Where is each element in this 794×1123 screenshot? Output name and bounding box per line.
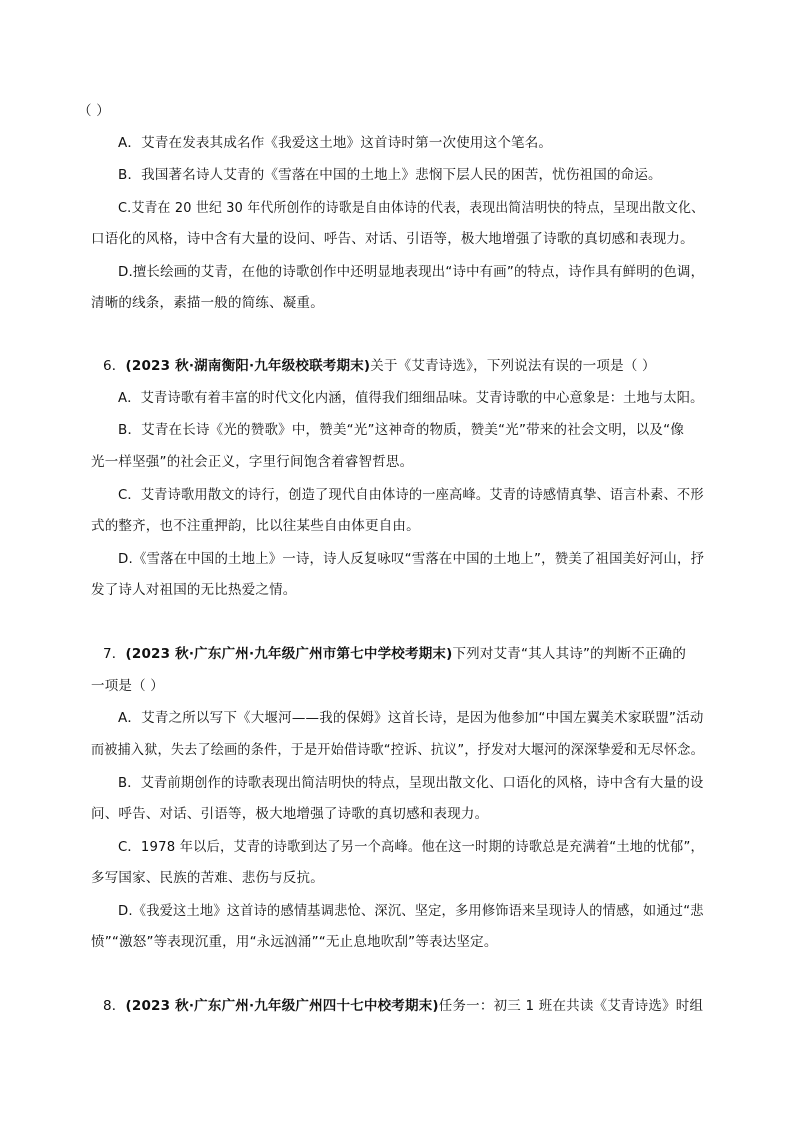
question-text: 任务一：初三 1 班在共读《艾青诗选》时组 (438, 998, 704, 1014)
option-a: A．艾青之所以写下《大堰河——我的保姆》这首长诗，是因为他参加“中国左翼美术家联盟”活动 (118, 710, 704, 726)
question-number: 8． (103, 998, 126, 1014)
question-text: 下列对艾青“其人其诗”的判断不正确的 (452, 646, 687, 662)
option-b: B．我国著名诗人艾青的《雪落在中国的土地上》悲悯下层人民的困苦，忧伤祖国的命运。 (118, 167, 662, 183)
option-c-cont: 多写国家、民族的苦难、悲伤与反抗。 (91, 870, 324, 886)
answer-paren: （ ） (78, 103, 110, 119)
option-c: C．1978 年以后，艾青的诗歌到达了另一个高峰。他在这一时期的诗歌总是充满着“土地的忧郁”， (118, 839, 704, 855)
question-number: 6． (103, 358, 126, 374)
option-b: B．艾青在长诗《光的赞歌》中，赞美“光”这神奇的物质，赞美“光”带来的社会文明，以及“像 (118, 422, 685, 438)
question-source: (2023 秋·湖南衡阳·九年级校联考期末) (125, 358, 371, 374)
option-c: C.艾青在 20 世纪 30 年代所创作的诗歌是自由体诗的代表，表现出简洁明快的特点，呈现出散文化、 (118, 200, 705, 216)
option-d-cont: 发了诗人对祖国的无比热爱之情。 (91, 582, 297, 598)
option-d-cont: 愤”“激怒”等表现沉重，用“永远汹涌”“无止息地吹刮”等表达坚定。 (91, 934, 498, 950)
option-a: A．艾青在发表其成名作《我爱这土地》这首诗时第一次使用这个笔名。 (118, 135, 553, 151)
option-d: D.擅长绘画的艾青，在他的诗歌创作中还明显地表现出“诗中有画”的特点，诗作具有鲜明的色调， (118, 264, 705, 280)
option-b-cont: 光一样坚强”的社会正义，字里行间饱含着睿智哲思。 (91, 454, 414, 470)
question-source: (2023 秋·广东广州·九年级广州市第七中学校考期末) (125, 646, 453, 662)
option-c-cont: 口语化的风格，诗中含有大量的设问、呼告、对话、引语等，极大地增强了诗歌的真切感和表现力。 (91, 231, 694, 247)
option-d: D.《雪落在中国的土地上》一诗，诗人反复咏叹“雪落在中国的土地上”，赞美了祖国美好河山，抒 (118, 551, 705, 567)
option-c: C．艾青诗歌用散文的诗行，创造了现代自由体诗的一座高峰。艾青的诗感情真挚、语言朴素、不形 (118, 487, 704, 503)
question-6-stem (103, 356, 656, 376)
question-text: 关于《艾青诗选》，下列说法有误的一项是（ ） (370, 358, 656, 374)
option-d: D.《我爱这土地》这首诗的感情基调悲怆、深沉、坚定，多用修饰语来呈现诗人的情感，如通过“悲 (118, 903, 704, 919)
question-number: 7． (103, 646, 126, 662)
option-b-cont: 问、呼告、对话、引语等，极大地增强了诗歌的真切感和表现力。 (91, 806, 489, 822)
option-c-cont: 式的整齐，也不注重押韵，比以往某些自由体更自由。 (91, 518, 420, 534)
option-a-cont: 而被捕入狱，失去了绘画的条件，于是开始借诗歌“控诉、抗议”，抒发对大堰河的深深挚爱和无尽怀念。 (91, 742, 704, 758)
option-b: B．艾青前期创作的诗歌表现出简洁明快的特点，呈现出散文化、口语化的风格，诗中含有大量的设 (118, 775, 704, 791)
question-source: (2023 秋·广东广州·九年级广州四十七中校考期末) (125, 998, 439, 1014)
question-7-stem (103, 644, 686, 664)
question-8-stem (103, 996, 703, 1016)
question-7-stem-cont: 一项是（ ） (91, 678, 164, 694)
option-a: A．艾青诗歌有着丰富的时代文化内涵，值得我们细细品味。艾青诗歌的中心意象是：土地与太阳。 (118, 390, 704, 406)
option-d-cont: 清晰的线条，素描一般的简练、凝重。 (91, 295, 324, 311)
